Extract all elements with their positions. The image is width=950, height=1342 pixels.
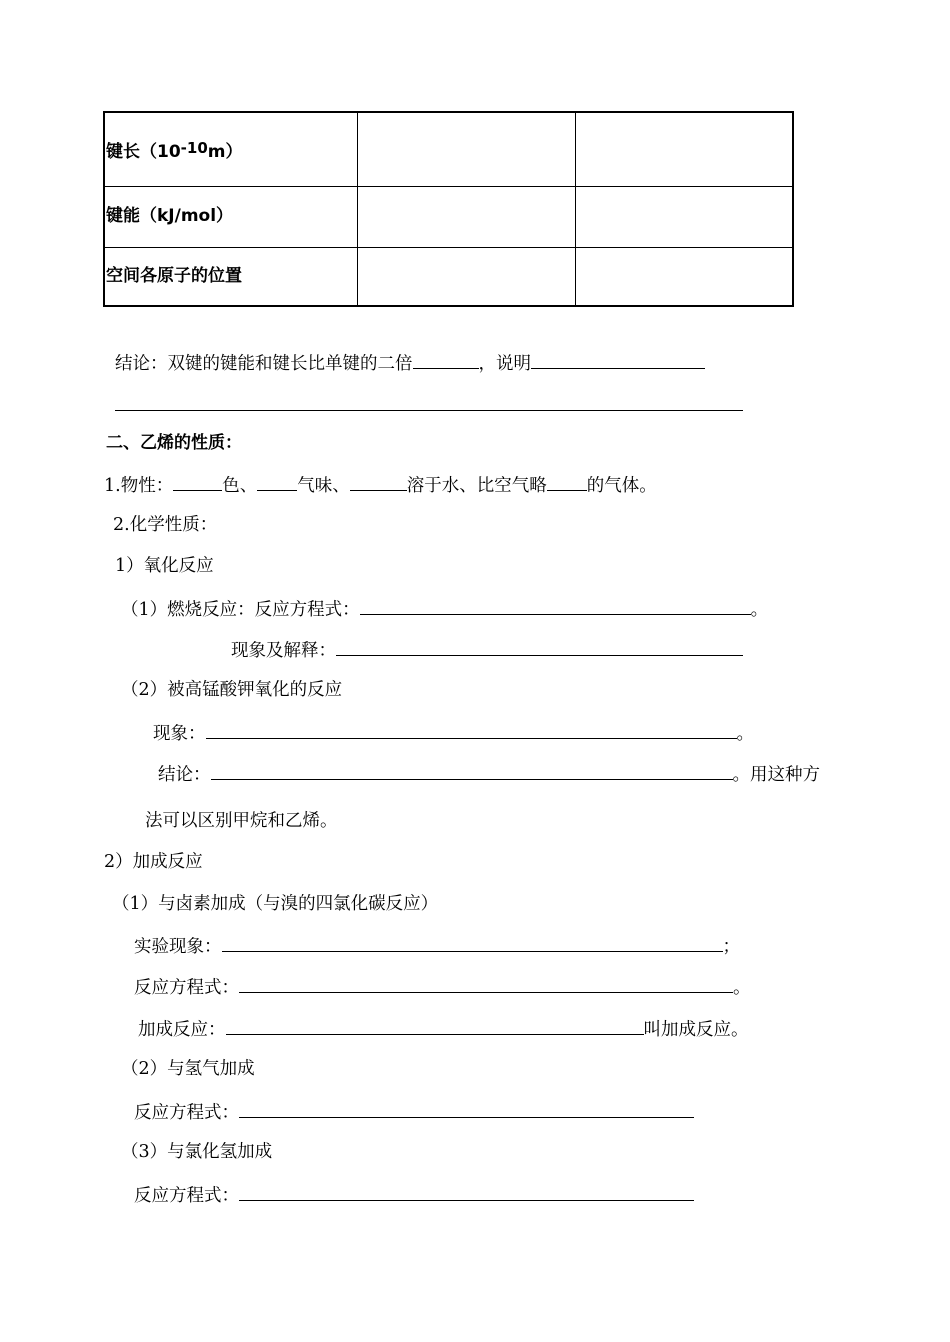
conclusion-line xyxy=(115,351,705,375)
answer-blank[interactable] xyxy=(336,638,743,656)
experiment-phenomenon-line xyxy=(134,934,740,958)
addition-title: 2）加成反应 xyxy=(104,852,203,872)
text-segment: 反应方程式： xyxy=(134,1186,239,1206)
table-cell xyxy=(105,113,358,186)
table-cell xyxy=(576,113,792,186)
combustion-phenomenon-line xyxy=(231,638,743,662)
answer-line[interactable] xyxy=(115,410,743,411)
answer-blank[interactable] xyxy=(413,351,479,369)
text-segment: 。 xyxy=(750,600,769,620)
oxidation-title: 1）氧化反应 xyxy=(115,556,214,576)
table-row xyxy=(105,113,792,186)
text-segment: 结论： xyxy=(158,765,211,785)
bond-length-label: 键长$(10^{-10}m)$ xyxy=(106,139,243,162)
table-cell xyxy=(105,248,358,307)
answer-blank[interactable] xyxy=(547,473,587,491)
kmno4-phenomenon-line xyxy=(153,721,754,745)
text-segment: 实验现象： xyxy=(134,937,222,957)
table-row xyxy=(105,186,792,247)
text-segment: （1）燃烧反应：反应方程式： xyxy=(121,600,360,620)
text-segment: 现象及解释： xyxy=(231,641,336,661)
text-segment: 色、 xyxy=(222,476,258,496)
answer-blank[interactable] xyxy=(239,1100,694,1118)
text-segment: 。 xyxy=(736,724,754,744)
table-cell xyxy=(105,187,358,247)
table-cell xyxy=(576,187,792,247)
answer-blank[interactable] xyxy=(531,351,705,369)
text-segment: 加成反应： xyxy=(138,1020,226,1040)
text-segment: 。用这种方 xyxy=(732,765,820,785)
table-cell xyxy=(358,187,576,247)
text-segment: 溶于水、比空气略 xyxy=(406,476,547,496)
table-cell xyxy=(576,248,792,307)
table-cell xyxy=(358,248,576,307)
answer-blank[interactable] xyxy=(222,934,723,952)
answer-blank[interactable] xyxy=(360,597,751,615)
text-segment: 气味、 xyxy=(297,476,350,496)
table-row xyxy=(105,247,792,307)
answer-blank[interactable] xyxy=(239,1183,694,1201)
text-segment: 叫加成反应。 xyxy=(643,1020,749,1040)
hcl-addition-title: （3）与氯化氢加成 xyxy=(121,1142,273,1162)
atom-position-label: 空间各原子的位置 xyxy=(106,266,242,286)
bond-energy-label: 键能（kJ/mol） xyxy=(106,206,234,226)
text-segment: 现象： xyxy=(153,724,206,744)
conclusion-middle: ，说明 xyxy=(478,354,531,374)
kmno4-conclusion-line xyxy=(158,762,820,786)
answer-blank[interactable] xyxy=(173,473,222,491)
equation-line xyxy=(134,975,751,999)
physical-properties-line xyxy=(104,473,657,497)
section-title: 二、乙烯的性质： xyxy=(106,433,242,453)
chemical-properties-title: 2.化学性质： xyxy=(113,515,218,535)
answer-blank[interactable] xyxy=(257,473,297,491)
table-cell xyxy=(358,113,576,186)
text-segment: 反应方程式： xyxy=(134,1103,239,1123)
answer-blank[interactable] xyxy=(226,1017,644,1035)
answer-blank[interactable] xyxy=(206,721,737,739)
text-segment: 。 xyxy=(733,978,751,998)
bond-comparison-table xyxy=(103,111,794,307)
hydrogen-addition-title: （2）与氢气加成 xyxy=(121,1059,255,1079)
answer-blank[interactable] xyxy=(350,473,407,491)
hydrogen-equation-line xyxy=(134,1100,694,1124)
conclusion-prefix: 结论：双键的键能和键长比单键的二倍 xyxy=(115,354,413,374)
answer-blank[interactable] xyxy=(239,975,733,993)
text-segment: 1.物性： xyxy=(104,476,174,496)
combustion-line xyxy=(121,597,768,621)
text-segment: ； xyxy=(722,937,740,957)
text-segment: 的气体。 xyxy=(586,476,657,496)
hcl-equation-line xyxy=(134,1183,694,1207)
answer-blank[interactable] xyxy=(211,762,733,780)
kmno4-conclusion-continued: 法可以区别甲烷和乙烯。 xyxy=(145,811,338,831)
addition-definition-line xyxy=(138,1017,749,1041)
text-segment: 反应方程式： xyxy=(134,978,239,998)
kmno4-title: （2）被高锰酸钾氧化的反应 xyxy=(121,680,343,700)
halogen-addition-title: （1）与卤素加成（与溴的四氯化碳反应） xyxy=(112,894,439,914)
